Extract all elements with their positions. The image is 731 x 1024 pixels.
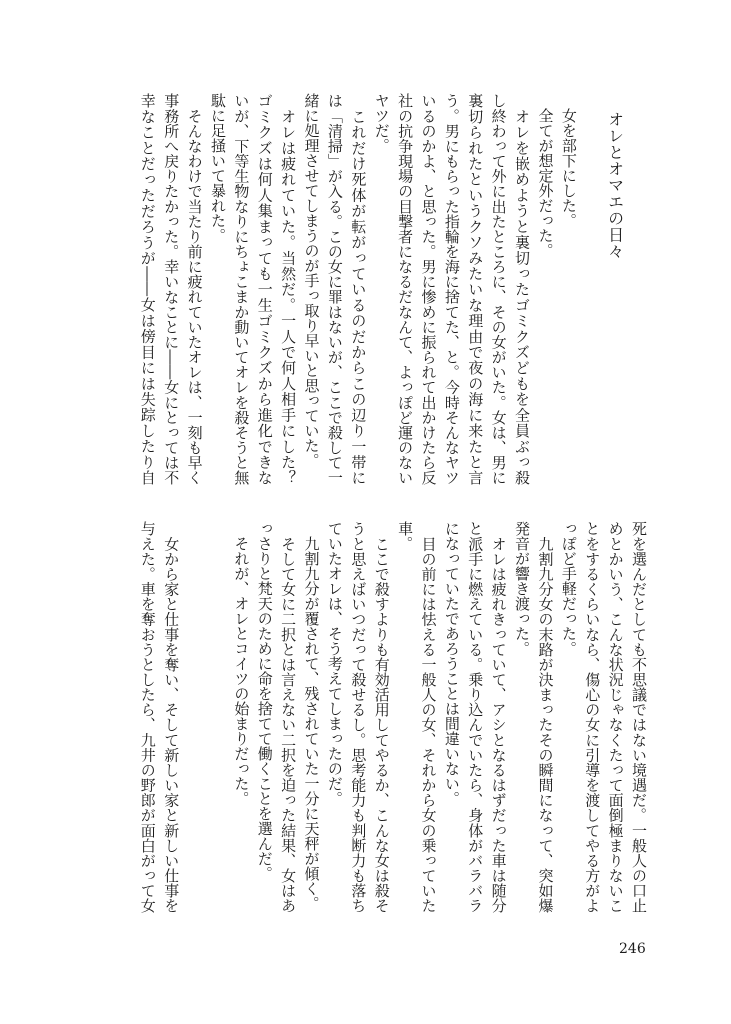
- blank-column: [627, 93, 650, 485]
- text-line: 全てが想定外だった。: [536, 93, 555, 258]
- lower-text-tier: [135, 521, 650, 913]
- text-line: 女から家と仕事を奪い、そして新しい家と新しい仕事を: [162, 521, 181, 913]
- text-line: は「清掃」が入る。この女に罪はないが、ここで殺して一: [325, 93, 344, 485]
- text-line: いるのかよ、と思った。男に惨めに振られて出かけたら反: [419, 93, 438, 485]
- text-line: 裏切られたというクソみたいな理由で夜の海に来たと言: [466, 93, 485, 485]
- text-line: うと思えばいつだって殺せるし。思考能力も判断力も落ち: [349, 521, 368, 913]
- text-line: 女を部下にした。: [559, 93, 578, 228]
- text-line: 死を選んだとしても不思議ではない境遇だ。一般人の口止: [630, 521, 648, 913]
- text-line: オレを嵌めようと裏切ったゴミクズどもを全員ぶっ殺: [513, 93, 532, 485]
- text-line: 緒に処理させてしまうのが手っ取り早いと思っていた。: [302, 93, 321, 468]
- text-line: し終わって外に出たところに、その女がいた。女は、男に: [489, 93, 508, 485]
- text-line: ここで殺すよりも有効活用してやるか、こんな女は殺そ: [372, 521, 391, 913]
- text-line: それが、オレとコイツの始まりだった。: [232, 521, 251, 806]
- upper-text-tier: [135, 93, 650, 485]
- text-line: 社の抗争現場の目撃者になるだなんて、よっぽど運のない: [396, 93, 415, 485]
- text-line: とをするくらいなら、傷心の女に引導を渡してやる方がよ: [583, 521, 602, 913]
- text-line: っさりと梵天のために命を捨てて働くことを選んだ。: [255, 521, 274, 881]
- text-line: めとかいう、こんな状況じゃなくたって面倒極まりないこ: [606, 521, 625, 913]
- text-line: ゴミクズは何人集まっても一生ゴミクズから進化できな: [255, 93, 274, 485]
- text-line: う。男にもらった指輪を海に捨てた、と。今時そんなヤツ: [442, 93, 461, 485]
- text-line: そんなわけで当たり前に疲れていたオレは、一刻も早く: [185, 93, 204, 485]
- scene-break-blank-column: [182, 521, 205, 913]
- text-line: になっていたであろうことは間違いない。: [442, 521, 461, 806]
- blank-column: [580, 93, 603, 485]
- scene-break-blank-column: [206, 521, 229, 913]
- text-line: 事務所へ戻りたかった。幸いなことに――女にとっては不: [162, 93, 181, 485]
- text-line: 車。: [396, 521, 415, 551]
- text-line: ていたオレは、そう考えてしまったのだ。: [325, 521, 344, 806]
- text-line: 発音が響き渡った。: [513, 521, 532, 656]
- text-line: 与えた。車を奪おうとしたら、九井の野郎が面白がって女: [138, 521, 157, 913]
- text-line: いが、下等生物なりにちょこまか動いてオレを殺そうと無: [232, 93, 251, 485]
- text-line: 九割九分が覆されて、残されていた一分に天秤が傾く。: [302, 521, 321, 911]
- page-number: 246: [619, 941, 646, 957]
- text-line: 九割九分女の末路が決まったその瞬間になって、突如爆: [536, 521, 555, 913]
- text-line: 駄に足掻いて暴れた。: [208, 93, 227, 243]
- text-line: そして女に二択とは言えない二択を迫った結果、女はあ: [279, 521, 298, 913]
- chapter-title: オレとオマエの日々: [605, 111, 625, 260]
- text-line: オレは疲れていた。当然だ。一人で何人相手にした？: [279, 93, 298, 485]
- text-line: 目の前には怯える一般人の女、それから女の乗っていた: [419, 521, 438, 913]
- text-line: これだけ死体が転がっているのだからこの辺り一帯に: [349, 93, 368, 485]
- text-line: っぽど手軽だった。: [559, 521, 578, 656]
- text-line: と派手に燃えている。乗り込んでいたら、身体がバラバラ: [466, 521, 485, 913]
- text-line: 幸なことだっただろうが――女は傍目には失踪したり自: [138, 93, 157, 485]
- text-line: オレは疲れきっていて、アシとなるはずだった車は随分: [489, 521, 508, 913]
- text-line: ヤツだ。: [372, 93, 391, 153]
